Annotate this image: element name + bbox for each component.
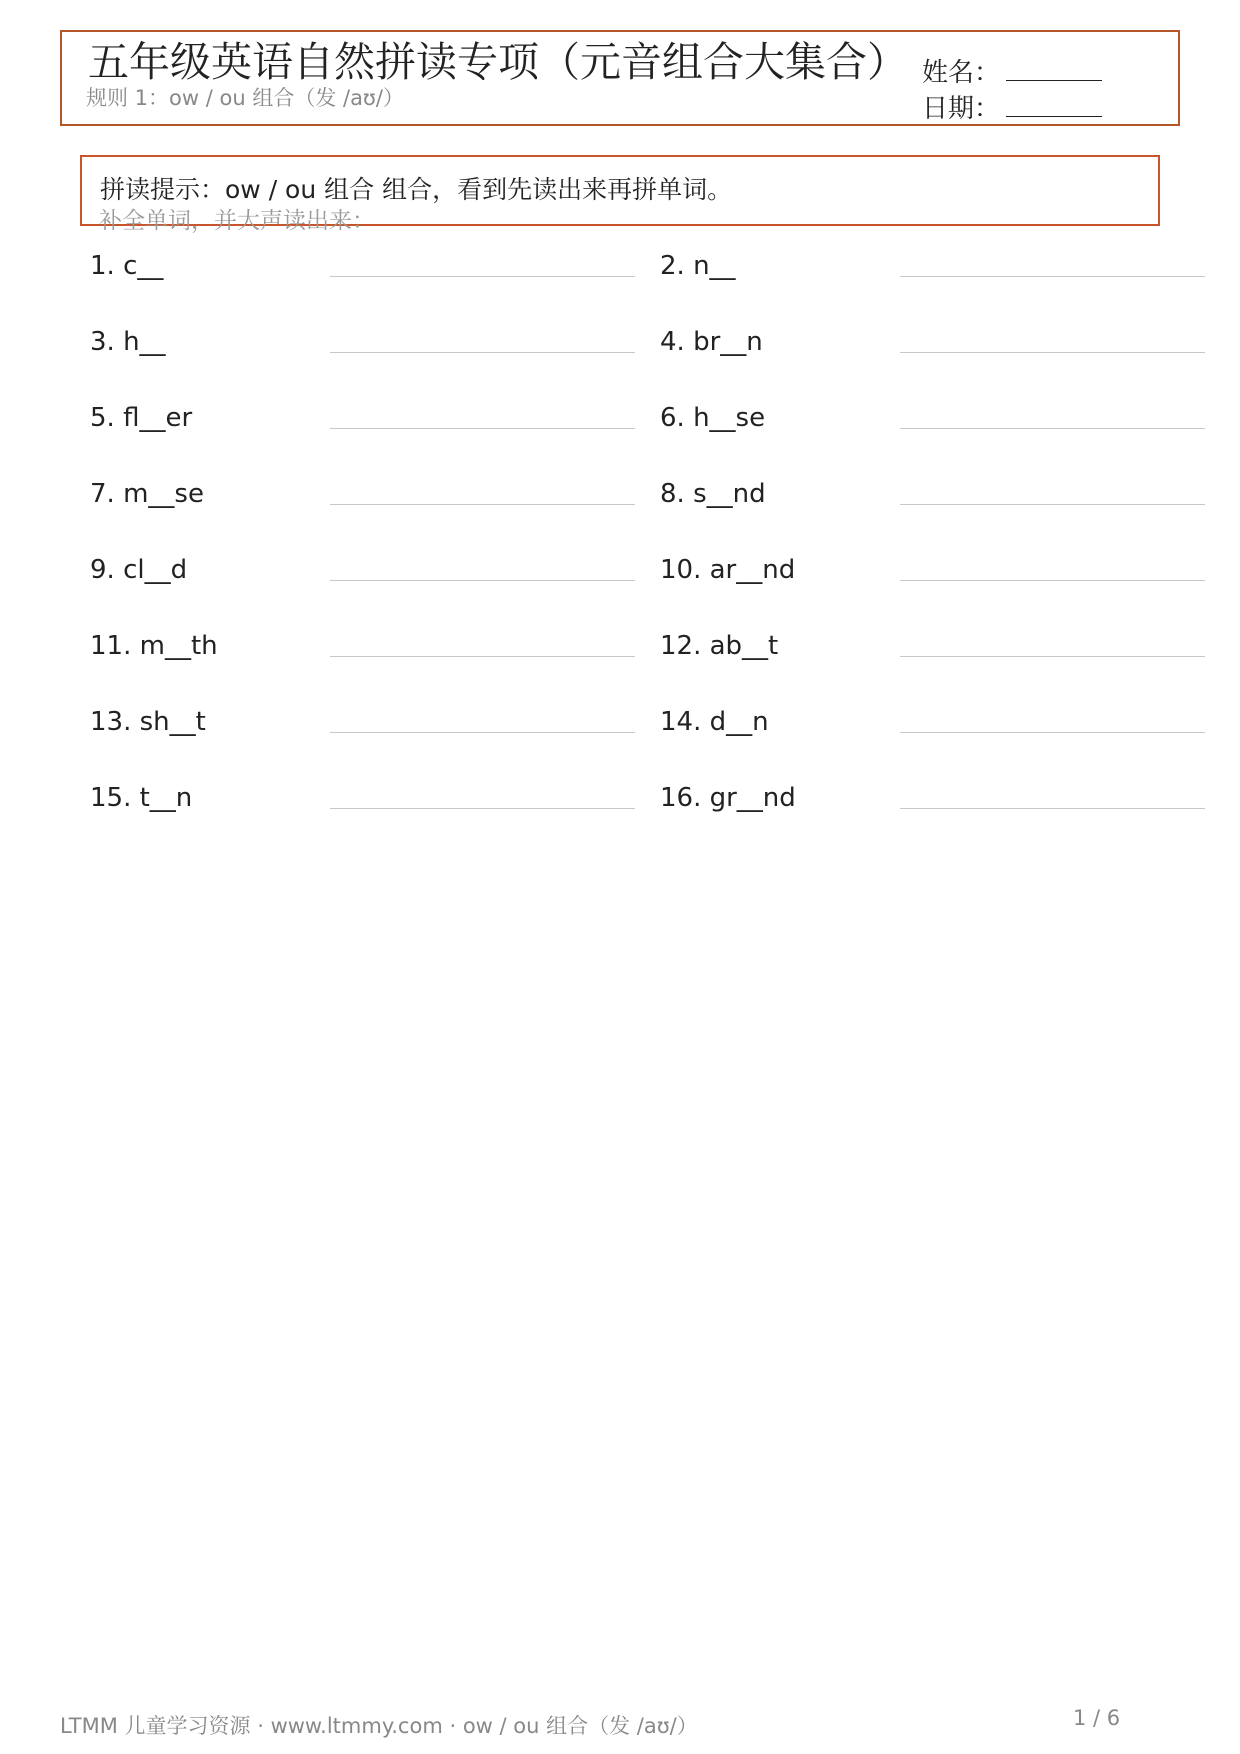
answer-line[interactable] [900, 656, 1205, 657]
name-label: 姓名： [922, 58, 1001, 88]
exercise-item: 3. h__ [90, 327, 166, 357]
answer-line[interactable] [900, 580, 1205, 581]
exercise-item: 8. s__nd [660, 479, 766, 509]
exercise-item: 1. c__ [90, 251, 164, 281]
answer-line[interactable] [900, 352, 1205, 353]
answer-line[interactable] [900, 428, 1205, 429]
answer-line[interactable] [330, 428, 635, 429]
answer-line[interactable] [330, 580, 635, 581]
exercise-item: 6. h__se [660, 403, 766, 433]
answer-line[interactable] [330, 352, 635, 353]
answer-line[interactable] [330, 504, 635, 505]
date-blank [1006, 94, 1102, 117]
date-label: 日期： [922, 94, 1001, 124]
exercise-item: 10. ar__nd [660, 555, 796, 585]
tip-text: 拼读提示：ow / ou 组合 组合，看到先读出来再拼单词。 [100, 175, 733, 204]
answer-line[interactable] [900, 808, 1205, 809]
date-field [922, 88, 1102, 125]
answer-line[interactable] [330, 808, 635, 809]
answer-line[interactable] [900, 732, 1205, 733]
exercise-item: 11. m__th [90, 631, 218, 661]
exercise-item: 12. ab__t [660, 631, 779, 661]
header-box [60, 30, 1180, 126]
exercise-item: 5. fl__er [90, 403, 193, 433]
answer-line[interactable] [330, 276, 635, 277]
exercise-item: 15. t__n [90, 783, 193, 813]
exercise-item: 2. n__ [660, 251, 736, 281]
rule-subtitle: 规则 1：ow / ou 组合（发 /aʊ/） [86, 86, 404, 110]
exercise-item: 4. br__n [660, 327, 763, 357]
instruction-text: 补全单词，并大声读出来： [99, 208, 375, 234]
footer-source: LTMM 儿童学习资源 · www.ltmmy.com · ow / ou 组合（发 /aʊ/） [60, 1714, 698, 1738]
exercise-item: 13. sh__t [90, 707, 206, 737]
name-field [922, 52, 1102, 89]
exercise-item: 14. d__n [660, 707, 769, 737]
exercise-item: 16. gr__nd [660, 783, 796, 813]
name-blank [1006, 58, 1102, 81]
page-number: 1 / 6 [1073, 1706, 1121, 1730]
answer-line[interactable] [330, 656, 635, 657]
answer-line[interactable] [900, 504, 1205, 505]
worksheet-title: 五年级英语自然拼读专项（元音组合大集合） [88, 38, 908, 86]
exercise-item: 9. cl__d [90, 555, 188, 585]
answer-line[interactable] [900, 276, 1205, 277]
exercise-item: 7. m__se [90, 479, 204, 509]
answer-line[interactable] [330, 732, 635, 733]
